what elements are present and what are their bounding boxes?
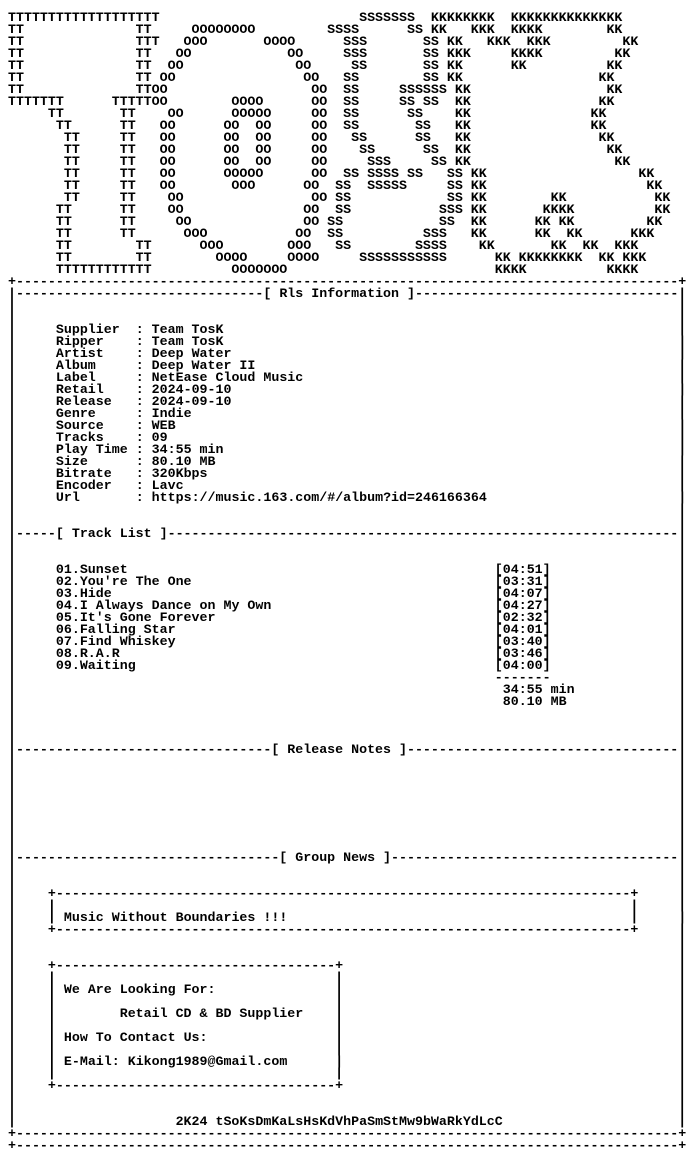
section-title: Rls Information [279,286,400,301]
logo-art-line: TT TT OO OOOOO OO SS SSSS SS SS KK KK [8,166,655,181]
field-label: Bitrate [55,466,112,481]
logo-art-line: TT TT OOO OOO SS SSSS KK KK KK KKK [8,238,639,253]
field-value: Team TosK [151,322,224,337]
contact-label: How To Contact Us: [63,1030,208,1045]
field-value: Team TosK [151,334,224,349]
section-title: Group News [295,850,376,865]
track-name: 03.Hide [55,586,112,601]
field-value: Lavc [151,478,184,493]
logo-art-line: TT TT OO OO SS SS KK KK KK KK [8,214,663,229]
field-label: Retail [55,382,104,397]
track-duration: [03:31] [494,574,551,589]
track-name: 07.Find Whiskey [55,634,176,649]
total-play-time: 34:55 min [502,682,575,697]
field-label: Url [55,490,80,505]
field-label: Encoder [55,478,112,493]
looking-for-label: We Are Looking For: [63,982,216,997]
track-name: 09.Waiting [55,658,136,673]
group-slogan: Music Without Boundaries !!! [63,910,288,925]
field-label: Release [55,394,112,409]
track-name: 08.R.A.R [55,646,120,661]
field-value: 34:55 min [151,442,224,457]
track-duration: [03:40] [494,634,551,649]
logo-art-line: TT TT OO OOO OO SS SSSSS SS KK KK [8,178,663,193]
logo-art-line: TT TT OOOOOOOO SSSS SS KK KKK KKKK KK [8,22,623,37]
logo-art-line: TT TT OOOO OOOO SSSSSSSSSSS KK KKKKKKKK KK KKK [8,250,647,265]
track-name: 06.Falling Star [55,622,176,637]
field-label: Play Time [55,442,128,457]
field-value: https://music.163.com/#/album?id=246166364 [151,490,487,505]
field-value: 80.10 MB [151,454,216,469]
logo-art-line: TT TTOO OO SS SSSSSS KK KK [8,82,623,97]
field-value: 09 [151,430,168,445]
logo-art-line: TT TT OOO OO SS SSS KK KK KK KKK [8,226,655,241]
track-name: 01.Sunset [55,562,128,577]
field-value: 2024-09-10 [151,394,232,409]
track-duration: [04:01] [494,622,551,637]
logo-art-line: TT TT OO OO SSS SS KKK KKKK KK [8,46,631,61]
field-value: NetEase Cloud Music [151,370,304,385]
field-label: Source [55,418,104,433]
nfo-document: TTTTTTTTTTTTTTTTTTT SSSSSSS KKKKKKKK KKKKKKKKKKKKKK TT TT OOOOOOOO SSSS SS KK KKK KKKK KK TT TTT OOO OOOO SSS SS KK KKK KKK KK TT TT OO OO SSS SS KKK KKKK KK TT TT OO OO SS SS KK KK KK TT TT OO OO SS SS KK KK TT TTOO OO SS SSSSSS KK KK TTTTTTT TTTTTOO OOOO OO SS SS SS KK KK TT TT OO OOOOO OO SS SS KK KK TT TT OO OO OO OO SS SS KK KK TT TT OO OO OO OO SS SS KK KK TT TT OO OO OO OO SS SS KK KK TT TT OO OO OO OO SSS SS KK KK TT TT OO OOOOO OO SS SSSS SS SS KK KK TT TT OO OOO OO SS SSSSS SS KK KK TT TT OO OO SS SS KK KK KK TT TT OO OO SS SSS KK KKKK KK TT TT OO OO SS SS KK KK KK KK TT TT OOO OO SS SSS KK KK KK KKK TT TT OOO OOO SS SSSS KK KK KK KKK TT TT OOOO OOOO SSSSSSSSSSS KK KKKKKKKK KK KKK TTTTTTTTTTTT OOOOOOO KKKK KKKK +-----------------------------------------------------------------------------------+ |-------------------------------[ Rls Information ]---------------------------------| | | | | | Supplier : Team TosK | | Ripper : Team TosK | | Artist : Deep Water | | Album : Deep Water II | | Label : NetEase Cloud Music | | Retail : 2024-09-10 | | Release : 2024-09-10 | | Genre : Indie | | Source : WEB | | Tracks : 09 | | Play Time : 34:55 min | | Size : 80.10 MB | | Bitrate : 320Kbps | | Encoder : Lavc | | Url : https://music.163.com/#/album?id=246166364 | | | | | |-----[ Track List ]----------------------------------------------------------------| | | | | | 01.Sunset [04:51] | | 02.You're The One [03:31] | | 03.Hide [04:07] | | 04.I Always Dance on My Own [04:27] | | 05.It's Gone Forever [02:32] | | 06.Falling Star [04:01] | | 07.Find Whiskey [03:40] | | 08.R.A.R [03:46] | | 09.Waiting [04:00] | | ------- | | 34:55 min | | 80.10 MB | | | | | | | |--------------------------------[ Release Notes ]----------------------------------| | | | | | | | | | | | | | | | | |---------------------------------[ Group News ]------------------------------------| | | | | | +------------------------------------------------------------------------+ | | | | | | | Music Without Boundaries !!! | | | +------------------------------------------------------------------------+ | | | | | | +-----------------------------------+ | | | | | | | We Are Looking For: | | | | | | | | Retail CD & BD Supplier | | | | | | | | How To Contact Us: | | | | | | | | E-Mail: Kikong1989@Gmail.com | | | | | | | +-----------------------------------+ | | | | | | 2K24 tSoKsDmKaLsHsKdVhPaSmStMw9bWaRkYdLcC | +-----------------------------------------------------------------------------------+ +-----------------------------------------------------------------------------------+ [8,10,686,1153]
logo-art-line: TTTTTTTTTTTT OOOOOOO KKKK KKKK [8,262,639,277]
section-title: Track List [71,526,152,541]
field-label: Tracks [55,430,104,445]
field-label: Label [55,370,96,385]
track-name: 05.It's Gone Forever [55,610,216,625]
logo-art-line: TTTTTTT TTTTTOO OOOO OO SS SS SS KK KK [8,94,615,109]
logo-art-line: TT TT OO OO SS SS KK KK [8,70,615,85]
track-duration: [04:00] [494,658,551,673]
field-label: Artist [55,346,104,361]
logo-art-line: TT TT OO OOOOO OO SS SS KK KK [8,106,607,121]
field-label: Size [55,454,88,469]
footer-tag: 2K24 tSoKsDmKaLsHsKdVhPaSmStMw9bWaRkYdLcC [175,1114,503,1129]
logo-art-line: TT TT OO OO SS SS KK KK KK [8,58,623,73]
logo-art-line: TT TT OO OO SS SS KK KK KK [8,190,671,205]
field-label: Genre [55,406,96,421]
field-label: Ripper [55,334,104,349]
field-value: Deep Water II [151,358,256,373]
looking-for-value: Retail CD & BD Supplier [119,1006,304,1021]
section-title: Release Notes [287,742,392,757]
field-value: WEB [151,418,176,433]
track-duration: [04:07] [494,586,551,601]
logo-art-line: TT TT OO OO OO OO SS SS KK KK [8,130,615,145]
track-duration: [04:51] [494,562,551,577]
field-value: 2024-09-10 [151,382,232,397]
field-label: Supplier [55,322,120,337]
logo-art-line: TT TT OO OO OO OO SSS SS KK KK [8,154,631,169]
logo-art-line: TT TTT OOO OOOO SSS SS KK KKK KKK KK [8,34,639,49]
track-name: 02.You're The One [55,574,192,589]
contact-email: E-Mail: Kikong1989@Gmail.com [63,1054,288,1069]
track-duration: [02:32] [494,610,551,625]
logo-art-line: TT TT OO OO OO OO SS SS KK KK [8,118,607,133]
track-duration: [04:27] [494,598,551,613]
track-duration: [03:46] [494,646,551,661]
track-name: 04.I Always Dance on My Own [55,598,272,613]
logo-art-line: TT TT OO OO OO OO SS SS KK KK [8,142,623,157]
logo-art-line: TT TT OO OO SS SSS KK KKKK KK [8,202,671,217]
total-size: 80.10 MB [502,694,567,709]
field-value: Deep Water [151,346,232,361]
field-label: Album [55,358,96,373]
logo-art-line: TTTTTTTTTTTTTTTTTTT SSSSSSS KKKKKKKK KKKKKKKKKKKKKK [8,10,623,25]
field-value: 320Kbps [151,466,208,481]
field-value: Indie [151,406,192,421]
